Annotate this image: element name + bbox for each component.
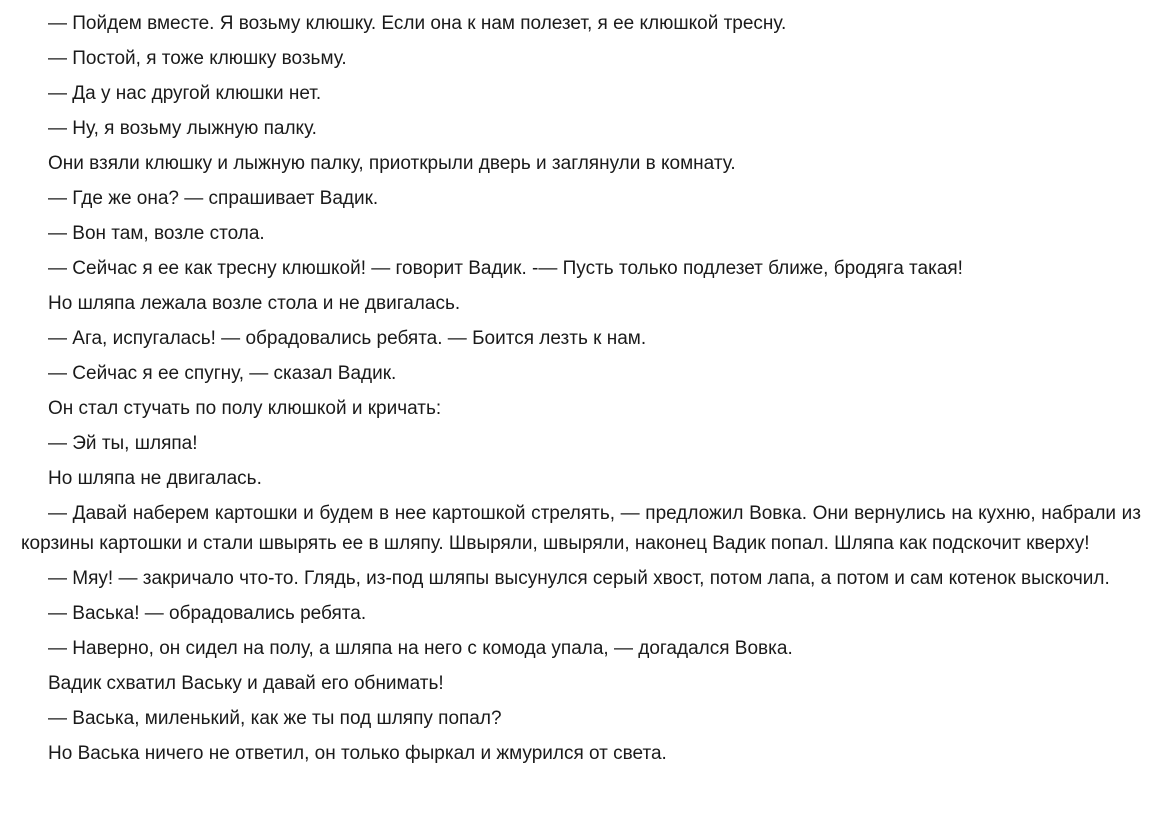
paragraph: — Да у нас другой клюшки нет. [48,83,322,104]
paragraph: Он стал стучать по полу клюшкой и кричать: [48,398,442,419]
paragraph: — Наверно, он сидел на полу, а шляпа на него с комода упала, — догадался Вовка. [48,638,793,659]
paragraph: — Мяу! — закричало что-то. Глядь, из-под шляпы высунулся серый хвост, потом лапа, а потом и сам котенок выскочил. [48,568,1110,589]
paragraph: — Вон там, возле стола. [48,223,265,244]
paragraph: — Пойдем вместе. Я возьму клюшку. Если она к нам полезет, я ее клюшкой тресну. [48,13,787,34]
paragraph: — Васька! — обрадовались ребята. [48,603,367,624]
paragraph: Но Васька ничего не ответил, он только фыркал и жмурился от света. [48,743,667,764]
paragraph: — Где же она? — спрашивает Вадик. [48,188,379,209]
paragraph: — Давай наберем картошки и будем в нее картошкой стрелять, — предложил Вовка. Они вернулись на кухню, набрали из корзины картошки и стали швырять ее в шляпу. Швыряли, швыряли, наконец Вадик попал. Шляпа как подскочит кверху! [21,503,1141,554]
paragraph: — Ну, я возьму лыжную палку. [48,118,317,139]
paragraph: — Постой, я тоже клюшку возьму. [48,48,347,69]
paragraph: — Сейчас я ее как тресну клюшкой! — говорит Вадик. -— Пусть только подлезет ближе, бродяга такая! [48,258,963,279]
paragraph: Но шляпа лежала возле стола и не двигалась. [48,293,461,314]
paragraph: — Эй ты, шляпа! [48,433,198,454]
paragraph: — Сейчас я ее спугну, — сказал Вадик. [48,363,397,384]
paragraph: — Ага, испугалась! — обрадовались ребята. — Боится лезть к нам. [48,328,647,349]
paragraph: Вадик схватил Ваську и давай его обнимать! [48,673,444,694]
paragraph: Но шляпа не двигалась. [48,468,262,489]
paragraph: Они взяли клюшку и лыжную палку, приоткрыли дверь и заглянули в комнату. [48,153,736,174]
paragraph: — Васька, миленький, как же ты под шляпу попал? [48,708,502,729]
